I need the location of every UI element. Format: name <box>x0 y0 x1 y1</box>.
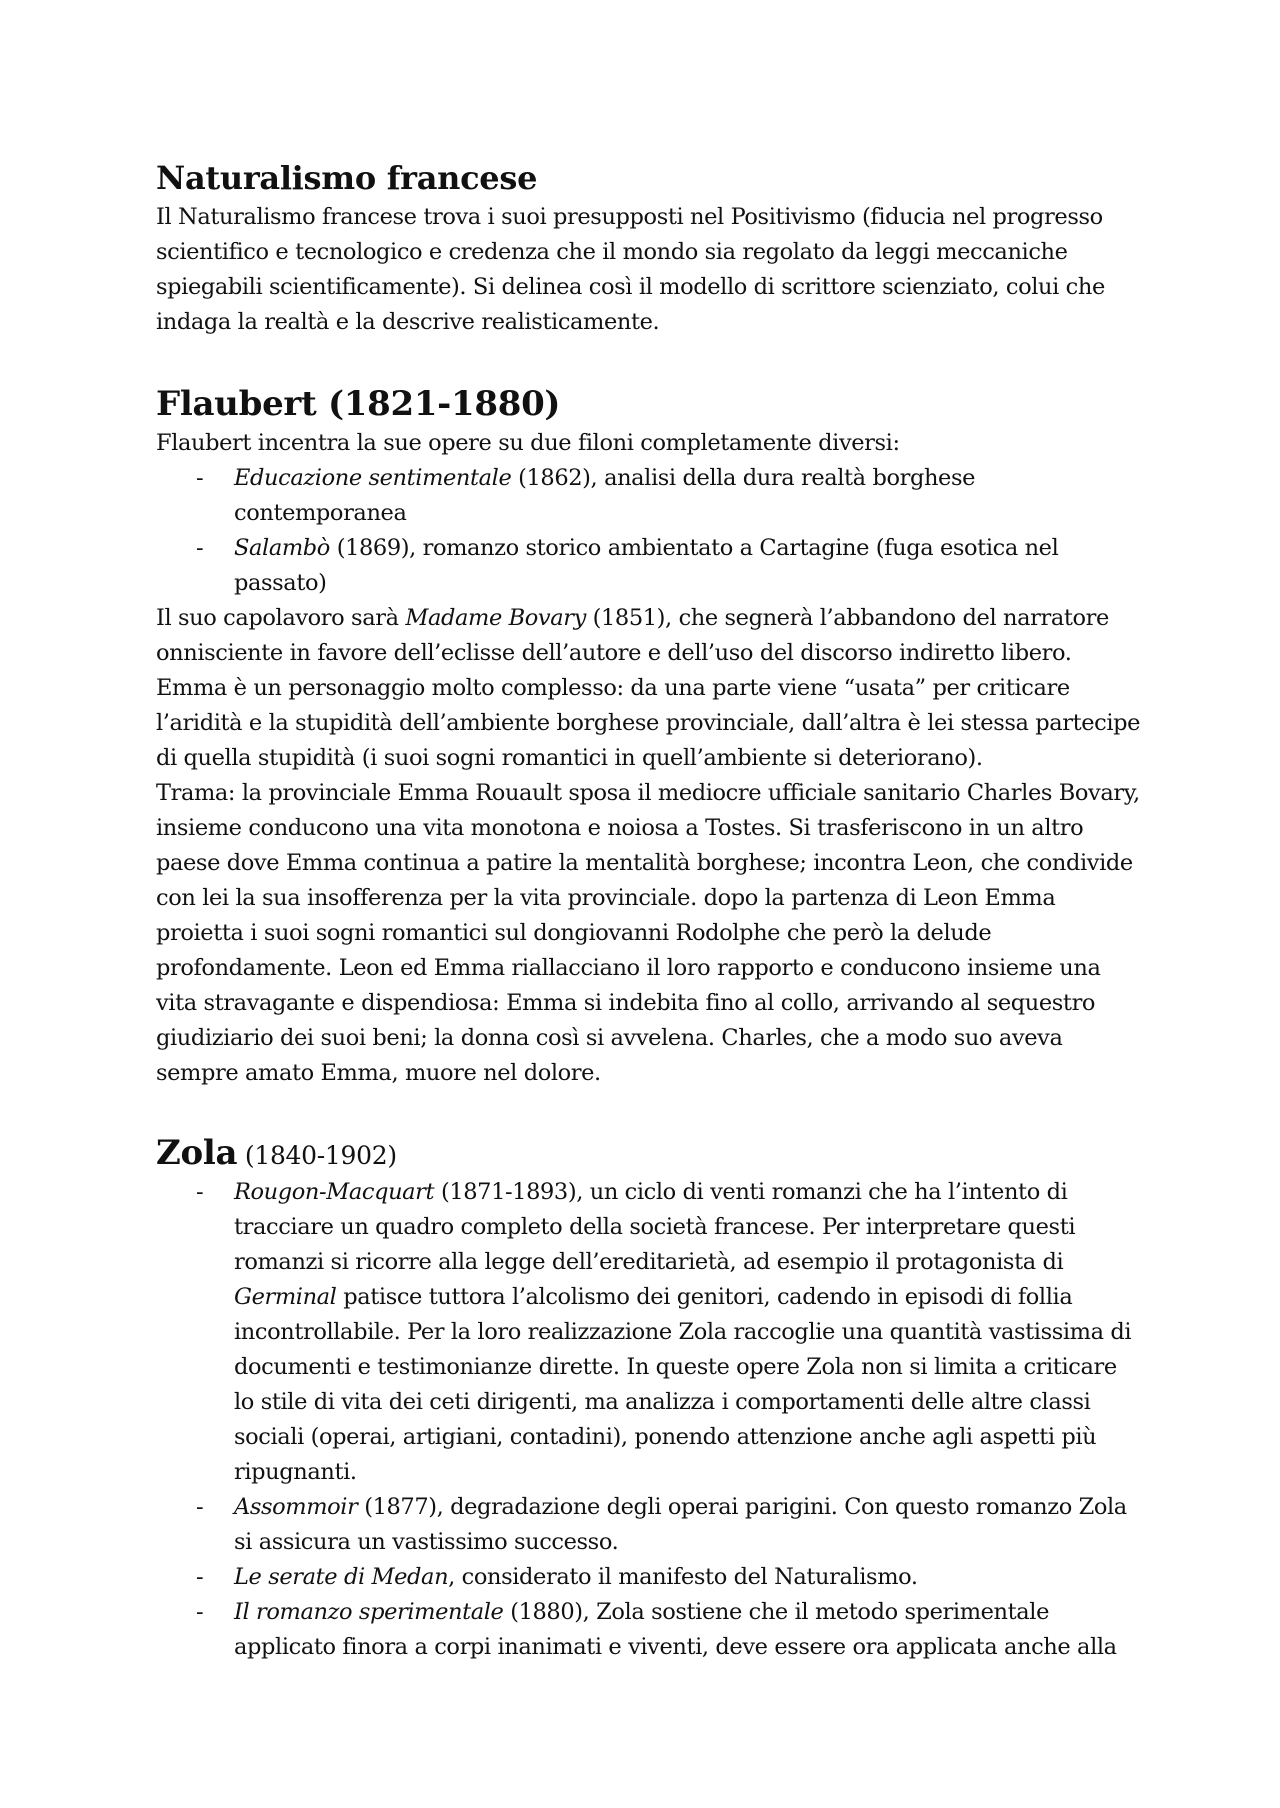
bullet-dash: - <box>196 1564 204 1590</box>
bullet-dash: - <box>196 1179 204 1205</box>
list-item: - Il romanzo sperimentale (1880), Zola sostiene che il metodo sperimentale applicato finora a corpi inanimati e viventi, deve essere ora applicata anche alla <box>156 1595 1156 1665</box>
flaubert-works-list <box>156 461 1156 601</box>
document-page <box>156 156 1156 1665</box>
paragraph-line: Emma è un personaggio molto complesso: da una parte viene “usata” per criticare <box>156 675 1070 701</box>
bullet-dash: - <box>196 465 204 491</box>
paragraph-line: scientifico e tecnologico e credenza che il mondo sia regolato da leggi meccaniche <box>156 239 1068 265</box>
flaubert-intro: Flaubert incentra la sue opere su due filoni completamente diversi: <box>156 430 900 456</box>
paragraph-line: paese dove Emma continua a patire la mentalità borghese; incontra Leon, che condivide <box>156 850 1133 876</box>
paragraph-line: Trama: la provinciale Emma Rouault sposa il mediocre ufficiale sanitario Charles Bovary, <box>156 780 1140 806</box>
paragraph-line: di quella stupidità (i suoi sogni romantici in quell’ambiente si deteriorano). <box>156 745 983 771</box>
paragraph-line: l’aridità e la stupidità dell’ambiente borghese provinciale, dall’altra è lei stessa partecipe <box>156 710 1141 736</box>
list-item: - Rougon-Macquart (1871-1893), un ciclo di venti romanzi che ha l’intento di tracciare un quadro completo della società francese. Per interpretare questi romanzi si ricorre alla legge dell’ereditarietà, ad esempio il protagonista di Germinal patisce tuttora l’alcolismo dei genitori, cadendo in episodi di follia incontrollabile. Per la loro realizzazione Zola raccoglie una quantità vastissima di documenti e testimonianze dirette. In queste opere Zola non si limita a criticare lo stile di vita dei ceti dirigenti, ma analizza i comportamenti delle altre classi sociali (operai, artigiani, contadini), ponendo attenzione anche agli aspetti più ripugnanti. <box>156 1175 1156 1490</box>
paragraph-line: Il Naturalismo francese trova i suoi presupposti nel Positivismo (fiducia nel progresso <box>156 204 1103 230</box>
bullet-dash: - <box>196 1599 204 1625</box>
list-item: - Educazione sentimentale (1862), analisi della dura realtà borghese contemporanea <box>156 461 1156 531</box>
bullet-dash: - <box>196 535 204 561</box>
bullet-dash: - <box>196 1494 204 1520</box>
work-title: Assommoir <box>234 1494 358 1520</box>
paragraph-line: insieme conducono una vita monotona e noiosa a Tostes. Si trasferiscono in un altro <box>156 815 1084 841</box>
work-title: Germinal <box>234 1284 337 1310</box>
work-title: Salambò <box>234 535 330 561</box>
paragraph-line: sempre amato Emma, muore nel dolore. <box>156 1060 601 1086</box>
list-item: - Salambò (1869), romanzo storico ambientato a Cartagine (fuga esotica nel passato) <box>156 531 1156 601</box>
heading-flaubert: Flaubert (1821-1880) <box>156 384 561 424</box>
zola-works-list <box>156 1175 1156 1665</box>
paragraph-line: profondamente. Leon ed Emma riallacciano il loro rapporto e conducono insieme una <box>156 955 1101 981</box>
paragraph-line: indaga la realtà e la descrive realisticamente. <box>156 309 660 335</box>
work-title: Madame Bovary <box>405 605 586 631</box>
paragraph-line: proietta i suoi sogni romantici sul dongiovanni Rodolphe che però la delude <box>156 920 992 946</box>
heading-zola: Zola (1840-1902) <box>156 1133 397 1173</box>
zola-years: (1840-1902) <box>237 1141 397 1170</box>
paragraph-line: spiegabili scientificamente). Si delinea così il modello di scrittore scienziato, colui che <box>156 274 1105 300</box>
paragraph-line: onnisciente in favore dell’eclisse dell’autore e dell’uso del discorso indiretto libero. <box>156 640 1072 666</box>
paragraph-line: giudiziario dei suoi beni; la donna così si avvelena. Charles, che a modo suo aveva <box>156 1025 1063 1051</box>
work-title: Il romanzo sperimentale <box>234 1599 504 1625</box>
list-item: - Assommoir (1877), degradazione degli operai parigini. Con questo romanzo Zola si assicura un vastissimo successo. <box>156 1490 1156 1560</box>
heading-naturalismo: Naturalismo francese <box>156 159 538 197</box>
list-item: - Le serate di Medan, considerato il manifesto del Naturalismo. <box>156 1560 1156 1595</box>
paragraph-line: vita stravagante e dispendiosa: Emma si indebita fino al collo, arrivando al sequestro <box>156 990 1096 1016</box>
work-title: Educazione sentimentale <box>234 465 512 491</box>
paragraph-line: con lei la sua insofferenza per la vita provinciale. dopo la partenza di Leon Emma <box>156 885 1056 911</box>
work-title: Rougon-Macquart <box>234 1179 435 1205</box>
work-title: Le serate di Medan <box>234 1564 449 1590</box>
paragraph-line: Il suo capolavoro sarà Madame Bovary (1851), che segnerà l’abbandono del narratore <box>156 605 1109 631</box>
